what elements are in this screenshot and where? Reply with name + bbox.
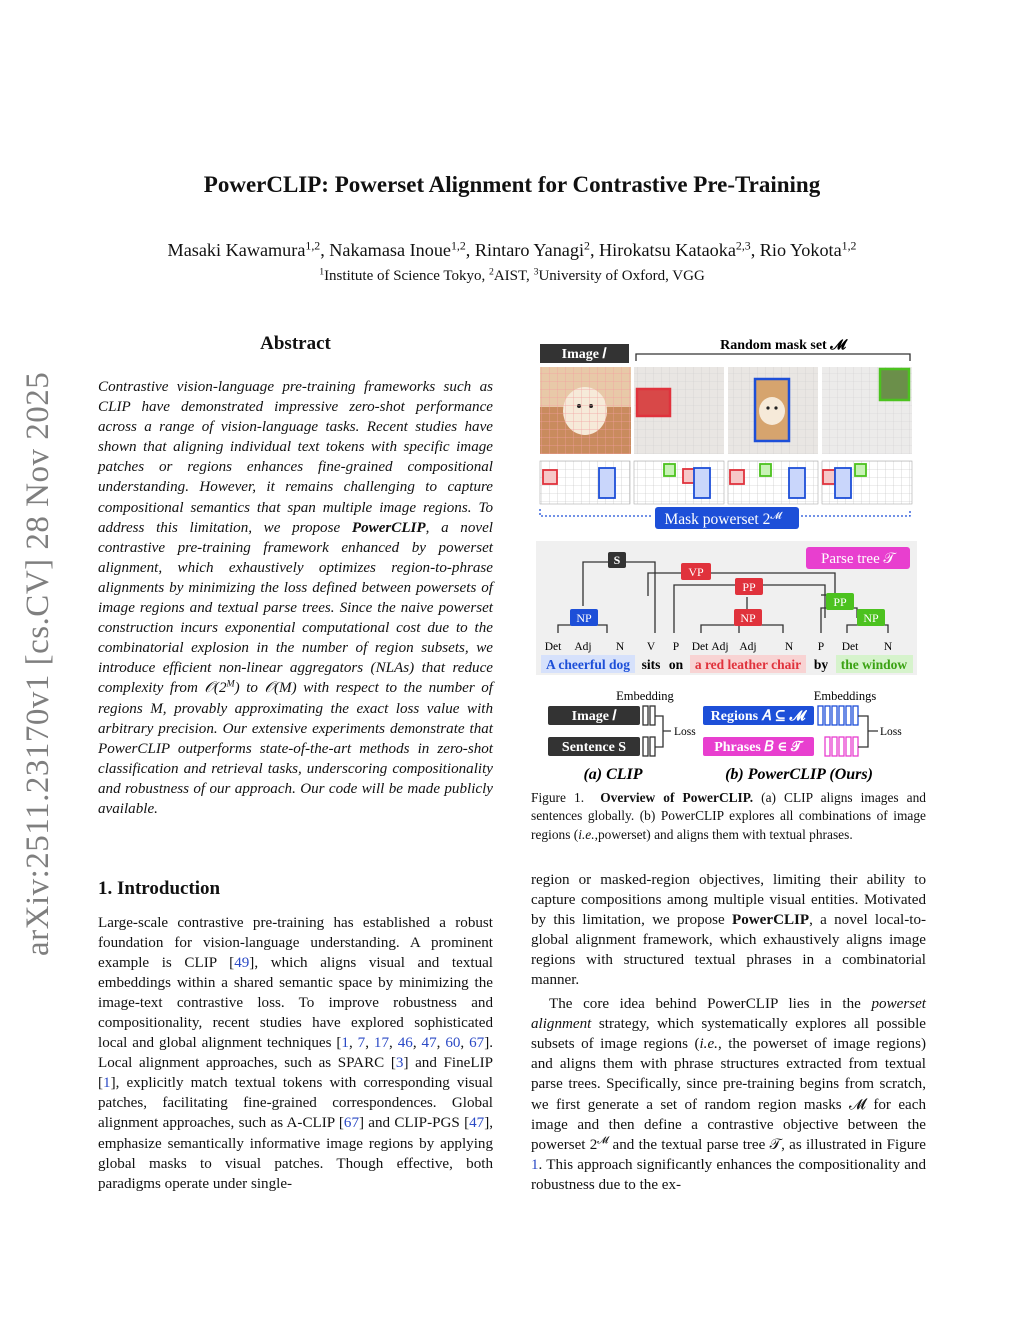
affiliation: University of Oxford, VGG xyxy=(538,268,705,284)
body-text: strategy, which systematically explores all possible subsets of image regions ( xyxy=(531,1016,926,1053)
abstract-heading: Abstract xyxy=(260,333,331,354)
phrase-np: the window xyxy=(840,657,908,672)
affiliation: Institute of Science Tokyo, xyxy=(324,268,486,284)
paper-title: PowerCLIP: Powerset Alignment for Contrastive Pre-Training xyxy=(203,172,821,197)
citation-link[interactable]: 60 xyxy=(445,1035,461,1052)
intro-right-column xyxy=(531,870,926,1195)
abstract-body xyxy=(98,377,493,819)
affiliation: AIST, xyxy=(493,268,530,284)
svg-text:N: N xyxy=(784,641,794,653)
author-affil-sup: 1,2 xyxy=(451,238,466,253)
citation-link[interactable]: 67 xyxy=(343,1115,359,1132)
citation-link[interactable]: 47 xyxy=(469,1115,485,1132)
powerclip-panel-label: (b) PowerCLIP (Ours) xyxy=(725,766,873,783)
tree-node-label: NP xyxy=(576,611,592,625)
parse-tree-label: Parse tree 𝒯 xyxy=(821,551,895,567)
citation-link[interactable]: 7 xyxy=(357,1035,366,1052)
caption-text: ,powerset) and aligns them with textual phrases. xyxy=(594,826,853,842)
abstract-sup: M xyxy=(226,679,235,691)
image-thumbnail xyxy=(540,367,631,454)
author-affil-sup: 1,2 xyxy=(841,238,857,253)
tree-node-label: S xyxy=(613,553,621,567)
body-text: ], emphasize semantically informative image regions by applying global masks to visual patches. Though effective, both paradigms operate under single- xyxy=(98,1115,493,1192)
caption-text: (a) CLIP aligns images and sentences globally. (b) PowerCLIP explores all combinations of image regions ( xyxy=(531,790,927,842)
tree-node-label: VP xyxy=(688,565,704,579)
citation-link[interactable]: 1 xyxy=(103,1075,111,1092)
body-text: The core idea behind PowerCLIP lies in the xyxy=(549,996,872,1013)
image-label: Image 𝐼 xyxy=(561,347,607,362)
arxiv-identifier: arXiv:2511.23170v1 [cs.CV] 28 Nov 2025 xyxy=(20,371,56,957)
figure-reference-link[interactable]: 1 xyxy=(531,1156,539,1173)
body-text: ] and CLIP-PGS [ xyxy=(359,1115,470,1132)
body-text: , a novel local-to-global alignment framework, which exhaustively aligns image regions with structured textual phrases in a combinatorial manner. xyxy=(531,912,927,989)
svg-text:Adj: Adj xyxy=(739,641,757,653)
tree-node-label: PP xyxy=(742,580,756,594)
body-bold: PowerCLIP xyxy=(732,912,810,929)
author-affil-sup: 2,3 xyxy=(735,238,751,253)
regions-box: Regions 𝐴 ⊆ 𝓜 xyxy=(710,709,806,724)
mask-set-label: Random mask set 𝓜 xyxy=(720,338,846,353)
masked-image xyxy=(822,367,912,454)
paragraph xyxy=(531,994,926,1194)
citation-link[interactable]: 1 xyxy=(341,1035,349,1052)
phrase-word: sits xyxy=(641,657,661,672)
caption-italic: i.e. xyxy=(578,826,595,842)
author-affil-sup: 2 xyxy=(584,238,590,253)
affil-sup: 3 xyxy=(533,266,539,278)
author-name: Nakamasa Inoue xyxy=(329,240,451,260)
phrase-word: by xyxy=(813,657,829,672)
phrase-np: A cheerful dog xyxy=(546,657,630,672)
svg-text:P: P xyxy=(672,641,680,653)
tree-node-label: PP xyxy=(833,595,847,609)
body-text: , xyxy=(412,1035,422,1052)
abstract-text: , a novel contrastive pre-training framework enhanced by powerset alignment, which exhaustively optimizes region-to-phrase alignments by minimizing the loss defined between powersets of image regions and textual parse trees. Since the naive powerset construction incurs exponential computational cost due to the combinatorial explosion in the number of region subsets, we introduce efficient non-linear aggregators (NLAs) that reduce complexity from 𝒪(2 xyxy=(98,519,493,697)
svg-text:Det: Det xyxy=(691,641,709,653)
clip-panel-label: (a) CLIP xyxy=(583,766,643,783)
powerclip-loss-label: Loss xyxy=(880,726,902,738)
body-text: , xyxy=(348,1035,358,1052)
abstract-text: Contrastive vision-language pre-training frameworks such as CLIP have demonstrated impressive zero-shot performance across a range of vision-language tasks. Recent studies have shown that aligning individual text tokens with specific image patches or regions enhances fine-grained compositional understanding. However, it remains challenging to capture compositional semantics that span multiple image regions. To address this limitation, we propose xyxy=(98,379,493,536)
citation-link[interactable]: 47 xyxy=(421,1035,437,1052)
affiliations xyxy=(0,268,1024,285)
phrases-box: Phrases 𝐵 ∈ 𝒯 xyxy=(714,740,802,755)
section-heading-introduction: 1. Introduction xyxy=(98,878,221,899)
masked-image xyxy=(634,367,724,454)
embeddings-label: Embeddings xyxy=(813,689,877,703)
phrase-word: on xyxy=(668,657,684,672)
citation-link[interactable]: 17 xyxy=(373,1035,390,1052)
caption-prefix: Figure 1. xyxy=(531,790,585,805)
affil-sup: 1 xyxy=(319,266,325,278)
body-text: . This approach significantly enhances the compositionality and robustness due to the ex- xyxy=(531,1156,926,1193)
body-sup: 𝓜 xyxy=(597,1135,609,1147)
masked-image xyxy=(728,367,818,454)
clip-sentence-box: Sentence S xyxy=(561,740,627,755)
body-italic: i.e. xyxy=(699,1036,718,1053)
figure-caption xyxy=(531,789,926,844)
citation-link[interactable]: 46 xyxy=(397,1035,413,1052)
author-name: Masaki Kawamura xyxy=(167,240,306,260)
affil-sup: 2 xyxy=(488,266,494,278)
embedding-label: Embedding xyxy=(616,689,674,703)
body-text: region or masked-region objectives, limiting their ability to capture compositions among multiple visual entities. Motivated by this limitation, we propose xyxy=(531,872,926,929)
body-text: , xyxy=(365,1035,374,1052)
svg-text:N: N xyxy=(883,641,893,653)
figure-1 xyxy=(533,333,926,783)
clip-loss-label: Loss xyxy=(674,726,696,738)
body-text: ] and FineLIP [ xyxy=(98,1055,493,1092)
svg-text:Adj: Adj xyxy=(711,641,729,653)
body-text: ], which aligns visual and textual embeddings within a shared semantic space by minimizing the image-text contrastive loss. To improve robustness and compositionality, recent studies have explored sophisticated local and global alignment techniques [ xyxy=(98,955,494,1052)
citation-link[interactable]: 3 xyxy=(395,1055,404,1072)
body-text: and the textual parse tree 𝒯, as illustrated in Figure xyxy=(608,1136,927,1153)
body-text: , xyxy=(460,1035,470,1052)
caption-bold: Overview of PowerCLIP. xyxy=(600,790,754,805)
svg-text:V: V xyxy=(646,641,656,653)
author-list: Masaki Kawamura$^{1,2}$, Nakamasa Inoue$^{1,2}$, Rintaro Yanagi$^2$, Hirokatsu Kataoka$^{2,3}$, Rio Yokota$^{1,2}$ xyxy=(167,238,857,260)
abstract-bold: PowerCLIP xyxy=(351,519,426,536)
mask-powerset-label: Mask powerset $2^𝓜$ xyxy=(664,510,782,528)
tree-node-label: NP xyxy=(740,611,756,625)
phrase-np: a red leather chair xyxy=(694,657,802,672)
citation-link[interactable]: 67 xyxy=(469,1035,485,1052)
body-text: ]. Local alignment approaches, such as SPARC [ xyxy=(98,1035,494,1072)
body-text: , xyxy=(389,1035,398,1052)
svg-text:N: N xyxy=(615,641,625,653)
svg-text:P: P xyxy=(817,641,825,653)
author-affil-sup: 1,2 xyxy=(305,238,321,253)
author-name: Rio Yokota xyxy=(759,240,842,260)
body-italic: powerset alignment xyxy=(531,996,926,1033)
body-text: ], explicitly match textual tokens with corresponding visual patches, facilitating fine-grained correspondences. Global alignment approaches, such as A-CLIP [ xyxy=(98,1075,493,1132)
body-text: Large-scale contrastive pre-training has established a robust foundation for vision-language understanding. A prominent example is CLIP [ xyxy=(98,915,493,972)
svg-text:Det: Det xyxy=(841,641,859,653)
citation-link[interactable]: 49 xyxy=(234,955,250,972)
body-text: , xyxy=(436,1035,446,1052)
tree-node-label: NP xyxy=(863,611,879,625)
mask-grids xyxy=(540,461,912,504)
intro-left-column xyxy=(98,913,493,1194)
abstract-text: ) to 𝒪(M) with respect to the number of regions M, provably approximating the exact loss value with arbitrary precision. Our extensive experiments demonstrate that PowerCLIP outperforms state-of-the-art methods in zero-shot classification and retrieval tasks, underscoring compositionality and robustness of our approach. Our code will be made publicly available. xyxy=(98,680,493,817)
svg-text:Det: Det xyxy=(544,641,562,653)
paragraph xyxy=(531,870,926,990)
svg-text:Adj: Adj xyxy=(574,641,592,653)
body-text: , the powerset of image regions) and aligns them with phrase structures extracted from textual parse trees. Specifically, since pre-training begins from scratch, we first generate a set of random region masks 𝓜 for each image and then define a contrastive objective between the powerset 2 xyxy=(531,1036,926,1153)
clip-image-box: Image 𝐼 xyxy=(571,709,617,724)
author-name: Rintaro Yanagi xyxy=(474,240,585,260)
author-name: Hirokatsu Kataoka xyxy=(599,240,736,260)
